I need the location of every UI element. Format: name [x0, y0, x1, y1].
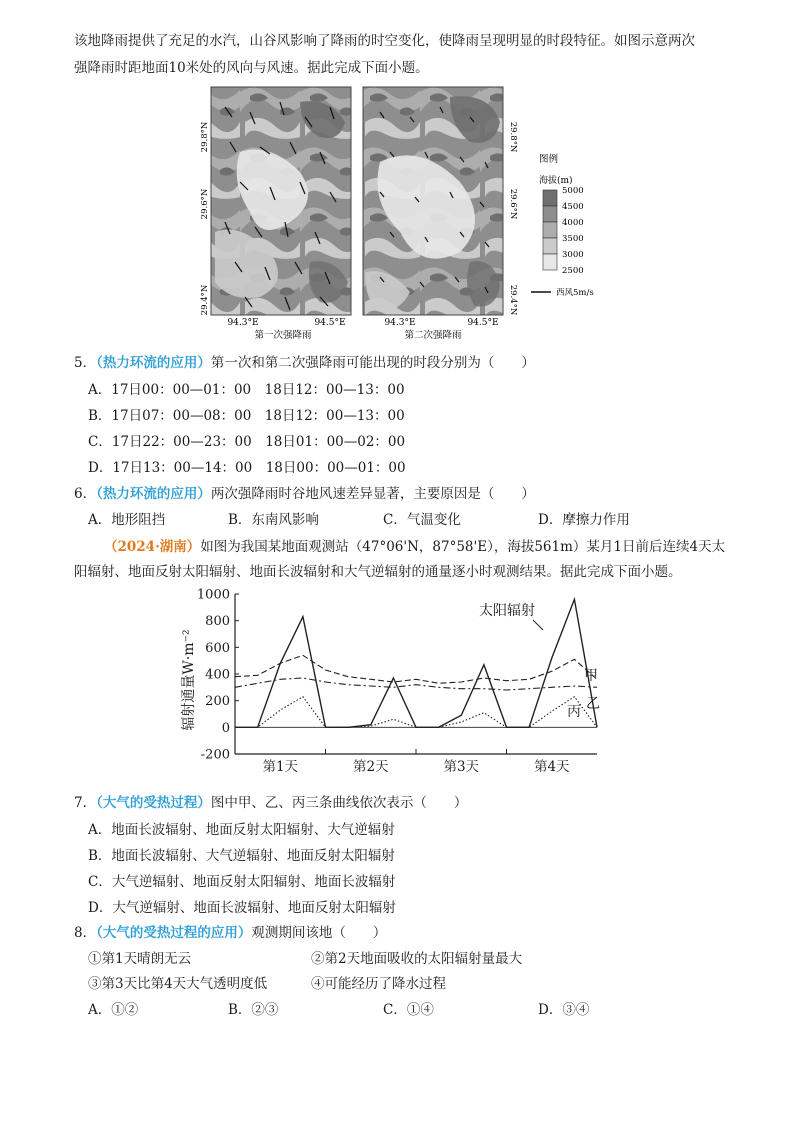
q5-option-d[interactable]: D．17日13：00—14：00 18日00：00—01：00	[88, 460, 406, 476]
legend-subtitle: 海拔(m)	[539, 176, 573, 186]
question-6-stem	[74, 482, 535, 502]
lat-label-right-3: 29.4°N	[508, 284, 518, 316]
question-8-stem	[74, 921, 386, 941]
lon-label-right-1: 94.3°E	[384, 318, 416, 328]
q6-option-c[interactable]: C．气温变化	[383, 512, 461, 528]
legend-level-3000: 3000	[562, 250, 584, 260]
map-legend	[531, 153, 594, 298]
map-title-first: 第一次强降雨	[254, 330, 312, 341]
lat-label-right-2: 29.6°N	[508, 188, 518, 220]
map-first-rainfall	[211, 87, 351, 315]
x-category-label-3: 第3天	[443, 759, 480, 775]
q7-option-c[interactable]: C．大气逆辐射、地面反射太阳辐射、地面长波辐射	[88, 874, 396, 890]
question-6-text: 两次强降雨时谷地风速差异显著，主要原因是（ ）	[210, 486, 535, 502]
legend-level-3500: 3500	[562, 234, 584, 244]
y-tick-label-0: 0	[221, 720, 230, 736]
lat-label-right-1: 29.8°N	[508, 121, 518, 153]
question-7-tag: （大气的受热过程）	[96, 795, 211, 811]
q8-item-3: ③第3天比第4天大气透明度低	[88, 976, 268, 992]
question-7-stem	[74, 791, 467, 811]
intro-line-1: 该地降雨提供了充足的水汽，山谷风影响了降雨的时空变化，使降雨呈现明显的时段特征。如图示意两次	[74, 33, 695, 49]
q8-item-1: ①第1天晴朗无云	[88, 951, 192, 967]
q6-option-a[interactable]: A．地形阻挡	[88, 512, 166, 528]
map-second-rainfall	[363, 87, 503, 315]
question-5-text: 第一次和第二次强降雨可能出现的时段分别为（ ）	[210, 355, 535, 371]
q5-option-b[interactable]: B．17日07：00—08：00 18日12：00—13：00	[88, 408, 405, 424]
question-5-tag: （热力环流的应用）	[96, 355, 211, 371]
question-8-tag: （大气的受热过程的应用）	[96, 925, 252, 941]
legend-title: 图例	[539, 154, 559, 165]
q7-option-b[interactable]: B．地面长波辐射、大气逆辐射、地面反射太阳辐射	[88, 848, 395, 864]
map-title-second: 第二次强降雨	[404, 330, 462, 341]
question-5-number: 5．	[74, 355, 97, 371]
q5-option-c[interactable]: C．17日22：00—23：00 18日01：00—02：00	[88, 434, 406, 450]
x-category-label-1: 第1天	[262, 759, 299, 775]
intro-line-2: 强降雨时距地面10米处的风向与风速。据此完成下面小题。	[74, 60, 429, 76]
q5-option-a[interactable]: A．17日00：00—01：00 18日12：00—13：00	[88, 382, 405, 398]
series-line-2	[235, 655, 597, 683]
legend-level-4000: 4000	[562, 218, 584, 228]
hunan-line-1-text: 如图为我国某地面观测站（47°06'N，87°58'E），海拔561m）某月1日前后连续4天太	[200, 539, 726, 555]
y-tick-label-400: 400	[205, 667, 230, 683]
legend-level-4500: 4500	[562, 202, 584, 212]
q8-item-2: ②第2天地面吸收的太阳辐射量最大	[311, 951, 523, 967]
question-8-text: 观测期间该地（ ）	[251, 925, 387, 941]
question-6-number: 6．	[74, 486, 97, 502]
q8-option-d[interactable]: D．③④	[538, 1002, 590, 1018]
series-label: 甲	[584, 668, 598, 684]
x-category-label-4: 第4天	[533, 759, 570, 775]
q8-option-b[interactable]: B．②③	[228, 1002, 279, 1018]
legend-wind-label: 西风5m/s	[556, 288, 594, 298]
question-7-number: 7．	[74, 795, 97, 811]
lon-label-left-1: 94.3°E	[227, 318, 259, 328]
legend-level-2500: 2500	[562, 266, 584, 276]
lat-label-left-1: 29.8°N	[200, 121, 210, 153]
series-label: 丙	[567, 704, 581, 720]
series-label: 太阳辐射	[479, 603, 535, 619]
y-tick-label-800: 800	[205, 614, 230, 630]
solar-label-leader	[533, 620, 543, 630]
y-tick-label--200: -200	[200, 747, 230, 763]
series-label: 乙	[586, 696, 600, 712]
hunan-source-tag: （2024·湖南）	[104, 539, 201, 555]
x-category-label-2: 第2天	[352, 759, 389, 775]
y-axis-label: 辐射通量W·m⁻²	[181, 629, 197, 731]
q6-option-d[interactable]: D．摩擦力作用	[538, 512, 630, 528]
series-line-1	[235, 599, 597, 727]
q6-option-b[interactable]: B．东南风影响	[228, 512, 319, 528]
lat-label-left-2: 29.6°N	[200, 188, 210, 220]
q8-option-a[interactable]: A．①②	[88, 1002, 139, 1018]
lat-label-left-3: 29.4°N	[200, 284, 210, 316]
y-tick-label-600: 600	[205, 640, 230, 656]
lon-label-left-2: 94.5°E	[314, 318, 346, 328]
y-tick-label-1000: 1000	[196, 587, 230, 603]
q8-option-c[interactable]: C．①④	[383, 1002, 434, 1018]
q7-option-d[interactable]: D．大气逆辐射、地面长波辐射、地面反射太阳辐射	[88, 900, 396, 916]
hunan-passage-line-2: 阳辐射、地面反射太阳辐射、地面长波辐射和大气逆辐射的通量逐小时观测结果。据此完成下面小题。	[74, 564, 682, 580]
hunan-passage-line-1	[104, 535, 725, 555]
question-8-number: 8．	[74, 925, 97, 941]
y-tick-label-200: 200	[205, 694, 230, 710]
terrain-wind-map-figure	[0, 82, 800, 342]
question-5-stem	[74, 351, 535, 371]
question-6-tag: （热力环流的应用）	[96, 486, 211, 502]
question-7-text: 图中甲、乙、丙三条曲线依次表示（ ）	[210, 795, 468, 811]
q7-option-a[interactable]: A．地面长波辐射、地面反射太阳辐射、大气逆辐射	[88, 822, 395, 838]
legend-level-5000: 5000	[562, 186, 584, 196]
series-line-4	[235, 697, 597, 728]
lon-label-right-2: 94.5°E	[467, 318, 499, 328]
radiation-flux-chart	[0, 586, 800, 786]
q8-item-4: ④可能经历了降水过程	[311, 976, 446, 992]
